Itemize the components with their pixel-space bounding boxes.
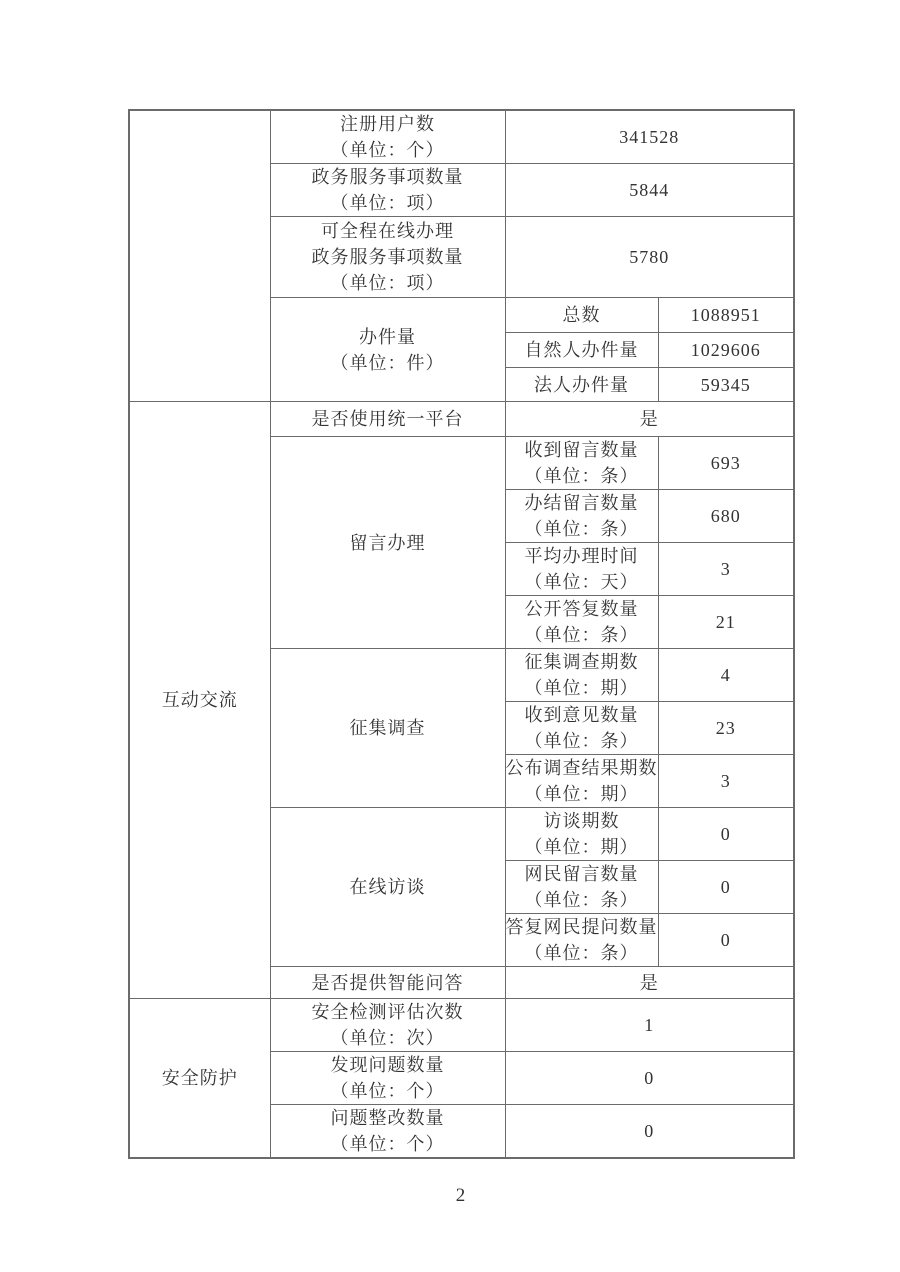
group-label: 办件量	[359, 326, 416, 347]
submetric-value-cell: 0	[658, 808, 794, 861]
metric-unit: （单位：个）	[330, 140, 445, 160]
group-label-cell: 征集调查	[270, 649, 505, 808]
table-row	[129, 402, 794, 437]
metric-value-cell: 0	[505, 1105, 794, 1159]
metric-label-cell	[270, 999, 505, 1052]
metric-label-cell	[270, 217, 505, 298]
submetric-label: 收到意见数量	[524, 705, 639, 725]
submetric-label: 收到留言数量	[524, 440, 639, 460]
submetric-value-cell: 21	[658, 596, 794, 649]
submetric-value-cell: 4	[658, 649, 794, 702]
metric-unit: （单位：项）	[330, 193, 445, 213]
metric-unit: （单位：个）	[330, 1134, 445, 1154]
submetric-label-cell	[505, 596, 658, 649]
submetric-label-cell	[505, 914, 658, 967]
metric-label-cell	[270, 110, 505, 164]
submetric-label-cell	[505, 808, 658, 861]
submetric-label: 网民留言数量	[524, 864, 639, 884]
metric-label: 注册用户数	[340, 114, 435, 134]
submetric-value-cell: 0	[658, 914, 794, 967]
submetric-value-cell: 3	[658, 543, 794, 596]
submetric-value-cell: 3	[658, 755, 794, 808]
submetric-unit: （单位：天）	[524, 572, 639, 592]
submetric-label-cell: 法人办件量	[505, 368, 658, 402]
metric-unit: （单位：项）	[330, 273, 445, 293]
metric-label-cell	[270, 1105, 505, 1159]
submetric-unit: （单位：条）	[524, 890, 639, 910]
metric-label-cell: 是否提供智能问答	[270, 967, 505, 999]
metric-value-cell: 0	[505, 1052, 794, 1105]
group-label-cell: 留言办理	[270, 437, 505, 649]
metric-label: 政务服务事项数量	[311, 167, 464, 187]
group-label-cell	[270, 298, 505, 402]
metric-label: 可全程在线办理	[321, 221, 454, 241]
submetric-label-cell	[505, 437, 658, 490]
gov-website-report-table	[128, 109, 795, 1159]
submetric-label: 公布调查结果期数	[505, 758, 658, 778]
metric-label: 安全检测评估次数	[311, 1002, 464, 1022]
submetric-label-cell	[505, 702, 658, 755]
submetric-label: 公开答复数量	[524, 599, 639, 619]
category-cell-security: 安全防护	[129, 999, 270, 1159]
submetric-label-cell	[505, 861, 658, 914]
submetric-value-cell: 680	[658, 490, 794, 543]
submetric-unit: （单位：条）	[524, 731, 639, 751]
submetric-label-cell	[505, 755, 658, 808]
metric-label: 发现问题数量	[330, 1055, 445, 1075]
submetric-value-cell: 0	[658, 861, 794, 914]
submetric-unit: （单位：条）	[524, 625, 639, 645]
metric-label: 政务服务事项数量	[311, 247, 464, 267]
submetric-label: 平均办理时间	[524, 546, 639, 566]
metric-value-cell: 5780	[505, 217, 794, 298]
metric-value-cell: 是	[505, 402, 794, 437]
group-label-cell: 在线访谈	[270, 808, 505, 967]
submetric-label-cell	[505, 543, 658, 596]
submetric-value-cell: 1088951	[658, 298, 794, 333]
metric-unit: （单位：次）	[330, 1028, 445, 1048]
category-cell-interaction: 互动交流	[129, 402, 270, 999]
category-cell-blank	[129, 110, 270, 402]
metric-label-cell	[270, 1052, 505, 1105]
submetric-label-cell	[505, 649, 658, 702]
submetric-label-cell: 自然人办件量	[505, 333, 658, 368]
submetric-label-cell	[505, 490, 658, 543]
metric-value-cell: 1	[505, 999, 794, 1052]
submetric-unit: （单位：条）	[524, 943, 639, 963]
metric-label-cell: 是否使用统一平台	[270, 402, 505, 437]
table-row	[129, 999, 794, 1052]
submetric-value-cell: 59345	[658, 368, 794, 402]
submetric-label: 答复网民提问数量	[505, 917, 658, 937]
metric-value-cell: 是	[505, 967, 794, 999]
metric-unit: （单位：个）	[330, 1081, 445, 1101]
page-number: 2	[455, 1185, 466, 1206]
submetric-unit: （单位：条）	[524, 466, 639, 486]
submetric-label: 办结留言数量	[524, 493, 639, 513]
submetric-label: 征集调查期数	[524, 652, 639, 672]
submetric-value-cell: 693	[658, 437, 794, 490]
metric-label-cell	[270, 164, 505, 217]
submetric-label: 访谈期数	[543, 811, 620, 831]
metric-value-cell: 5844	[505, 164, 794, 217]
submetric-unit: （单位：条）	[524, 519, 639, 539]
table-row	[129, 110, 794, 164]
submetric-value-cell: 1029606	[658, 333, 794, 368]
submetric-label-cell: 总数	[505, 298, 658, 333]
group-unit: （单位：件）	[330, 352, 445, 373]
submetric-unit: （单位：期）	[524, 784, 639, 804]
metric-label: 问题整改数量	[330, 1108, 445, 1128]
metric-value-cell: 341528	[505, 110, 794, 164]
submetric-unit: （单位：期）	[524, 837, 639, 857]
submetric-value-cell: 23	[658, 702, 794, 755]
submetric-unit: （单位：期）	[524, 678, 639, 698]
